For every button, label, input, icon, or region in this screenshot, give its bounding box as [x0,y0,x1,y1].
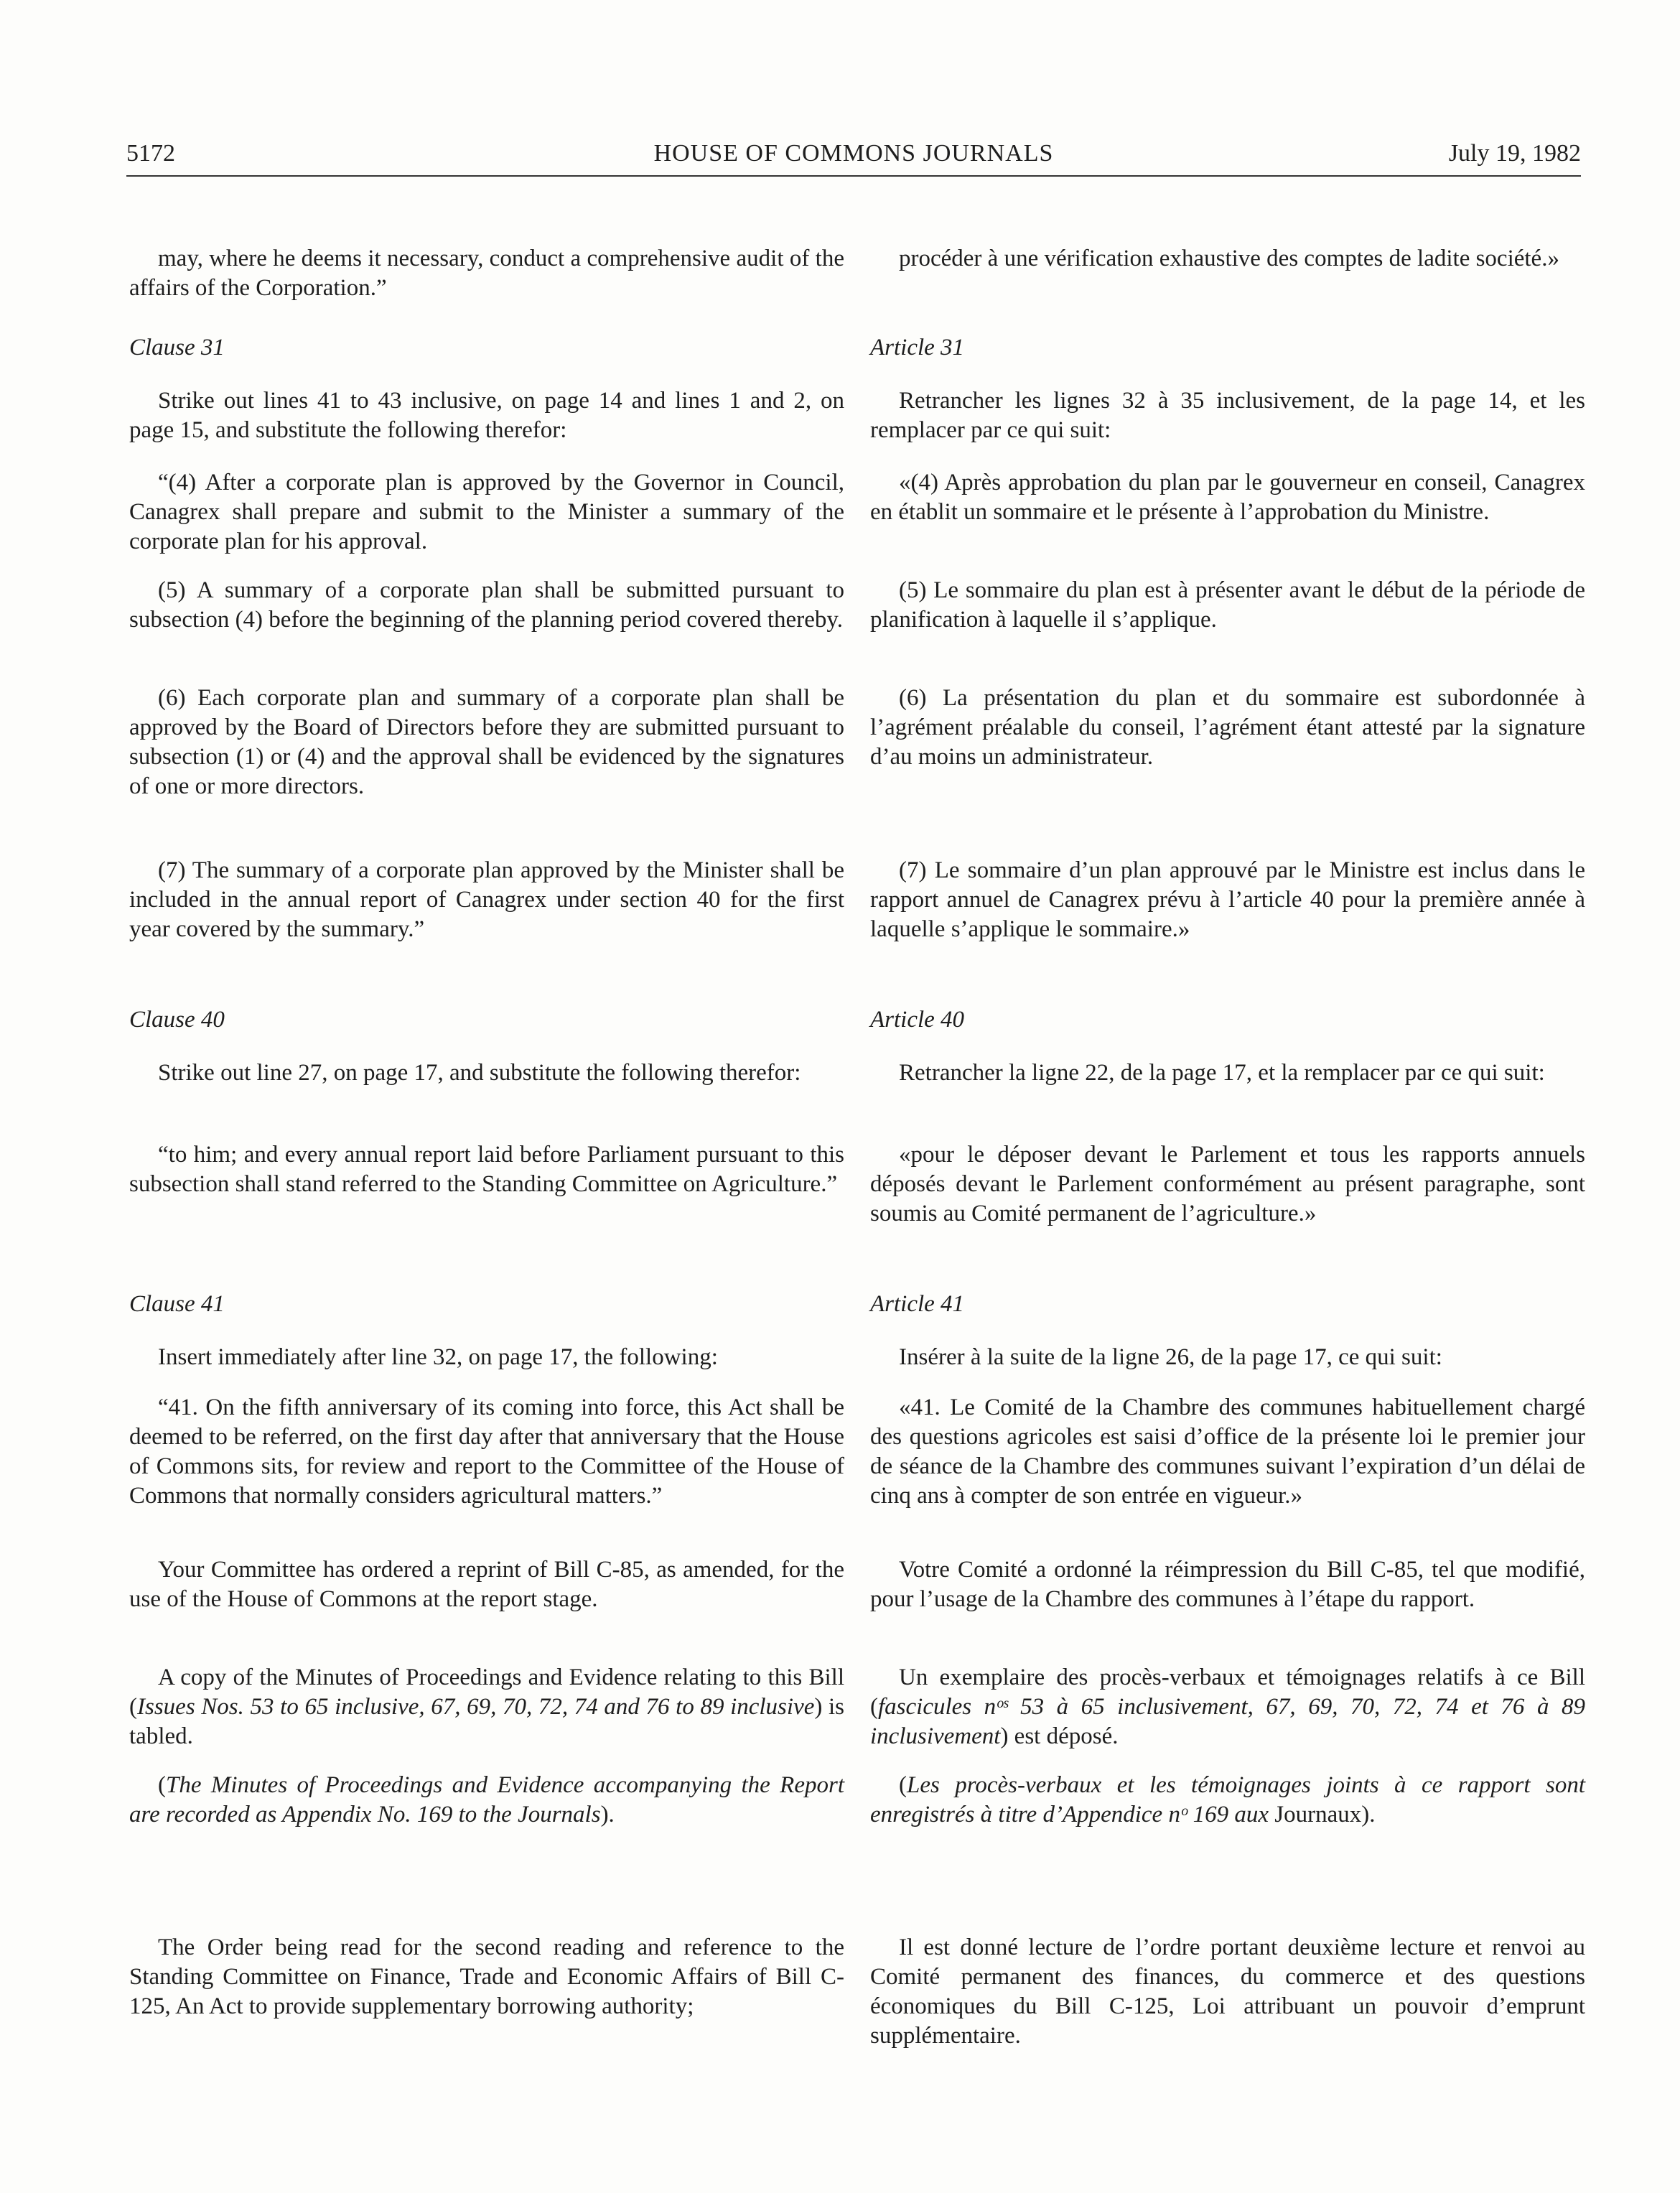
clause-41-text: “41. On the fifth anniversary of its coming into force, this Act shall be deemed to be referred, on the first day after that anniversary that the House of Commons sits, for review and report to the Committee of the House of Commons that normally considers agricultural matters.” [129,1395,844,1509]
clause-40-instruction: Strike out line 27, on page 17, and substitute the following therefor: [158,1060,801,1086]
continued-paragraph: may, where he deems it necessary, conduct a comprehensive audit of the affairs of the Corporation.” [129,246,844,301]
article-40-heading: Article 40 [870,1007,965,1033]
order-paragraph: The Order being read for the second reading and reference to the Standing Committee on Finance, Trade and Economic Affairs of Bill C-125, An Act to provide supplementary borrowing authority; [129,1934,844,2019]
page-number: 5172 [126,140,175,167]
clause-31-subsection-5: (5) A summary of a corporate plan shall be submitted pursuant to subsection (4) before the beginning of the planning period covered thereby. [129,577,844,633]
clause-31-subsection-6: (6) Each corporate plan and summary of a corporate plan shall be approved by the Board of Directors before they are submitted pursuant to subsection (1) or (4) and the approval shall be evidenced by the signatures of one or more directors. [129,685,844,799]
article-31-instruction: Retrancher les lignes 32 à 35 inclusivement, de la page 14, et les remplacer par ce qui suit: [870,388,1585,443]
clause-31-subsection-4: “(4) After a corporate plan is approved by the Governor in Council, Canagrex shall prepare and submit to the Minister a summary of the corporate plan for his approval. [129,470,844,554]
clause-41-instruction: Insert immediately after line 32, on page 17, the following: [158,1344,718,1370]
clause-41-heading: Clause 41 [129,1291,225,1317]
page-header [126,139,1581,177]
article-31-subsection-7: (7) Le sommaire d’un plan approuvé par le Ministre est inclus dans le rapport annuel de Canagrex prévu à l’article 40 pour la première année à laquelle s’applique le sommaire.» [870,857,1585,942]
minutes-copy-paragraph: Un exemplaire des procès-verbaux et témoignages relatifs à ce Bill (fascicules nᵒˢ 53 à 65 inclusivement, 67, 69, 70, 72, 74 et 76 à 89 inclusivement) est déposé. [870,1664,1585,1749]
article-41-heading: Article 41 [870,1291,965,1317]
article-40-text: «pour le déposer devant le Parlement et tous les rapports annuels déposés devant le Parlement conformément au présent paragraphe, sont soumis au Comité permanent de l’agriculture.» [870,1142,1585,1226]
article-41-instruction: Insérer à la suite de la ligne 26, de la page 17, ce qui suit: [899,1344,1442,1370]
continued-paragraph: procéder à une vérification exhaustive des comptes de ladite société.» [899,246,1559,271]
page-date: July 19, 1982 [1448,140,1581,167]
minutes-copy-paragraph: A copy of the Minutes of Proceedings and Evidence relating to this Bill (Issues Nos. 53 to 65 inclusive, 67, 69, 70, 72, 74 and 76 to 89 inclusive) is tabled. [129,1664,845,1749]
article-31-subsection-6: (6) La présentation du plan et du sommaire est subordonnée à l’agrément préalable du conseil, l’agrément étant attesté par la signature d’au moins un administrateur. [870,685,1585,770]
clause-31-heading: Clause 31 [129,335,225,360]
reprint-paragraph: Votre Comité a ordonné la réimpression du Bill C-85, tel que modifié, pour l’usage de la Chambre des communes à l’étape du rapport. [870,1557,1585,1612]
clause-40-text: “to him; and every annual report laid before Parliament pursuant to this subsection shall stand referred to the Standing Committee on Agriculture.” [129,1142,844,1197]
clause-40-heading: Clause 40 [129,1007,225,1033]
article-31-subsection-4: «(4) Après approbation du plan par le gouverneur en conseil, Canagrex en établit un sommaire et le présente à l’approbation du Ministre. [870,470,1585,525]
article-31-subsection-5: (5) Le sommaire du plan est à présenter avant le début de la période de planification à laquelle il s’applique. [870,577,1585,633]
journal-title: HOUSE OF COMMONS JOURNALS [653,140,1054,167]
clause-31-subsection-7: (7) The summary of a corporate plan approved by the Minister shall be included in the annual report of Canagrex under section 40 for the first year covered by the summary.” [129,857,844,942]
order-paragraph: Il est donné lecture de l’ordre portant deuxième lecture et renvoi au Comité permanent des finances, du commerce et des questions économiques du Bill C-125, Loi attribuant un pouvoir d’emprunt supplémentaire. [870,1934,1585,2049]
clause-31-instruction: Strike out lines 41 to 43 inclusive, on page 14 and lines 1 and 2, on page 15, and substitute the following therefor: [129,388,844,443]
appendix-note: (The Minutes of Proceedings and Evidence accompanying the Report are recorded as Appendix No. 169 to the Journals). [129,1772,844,1828]
article-31-heading: Article 31 [870,335,965,360]
article-40-instruction: Retrancher la ligne 22, de la page 17, et la remplacer par ce qui suit: [899,1060,1545,1086]
reprint-paragraph: Your Committee has ordered a reprint of Bill C-85, as amended, for the use of the House of Commons at the report stage. [129,1557,844,1612]
appendix-note: (Les procès-verbaux et les témoignages joints à ce rapport sont enregistrés à titre d’Appendice nᵒ 169 aux Journaux). [870,1772,1585,1828]
article-41-text: «41. Le Comité de la Chambre des communes habituellement chargé des questions agricoles est saisi d’office de la présente loi le premier jour de séance de la Chambre des communes suivant l’expiration d’un délai de cinq ans à compter de son entrée en vigueur.» [870,1395,1585,1509]
